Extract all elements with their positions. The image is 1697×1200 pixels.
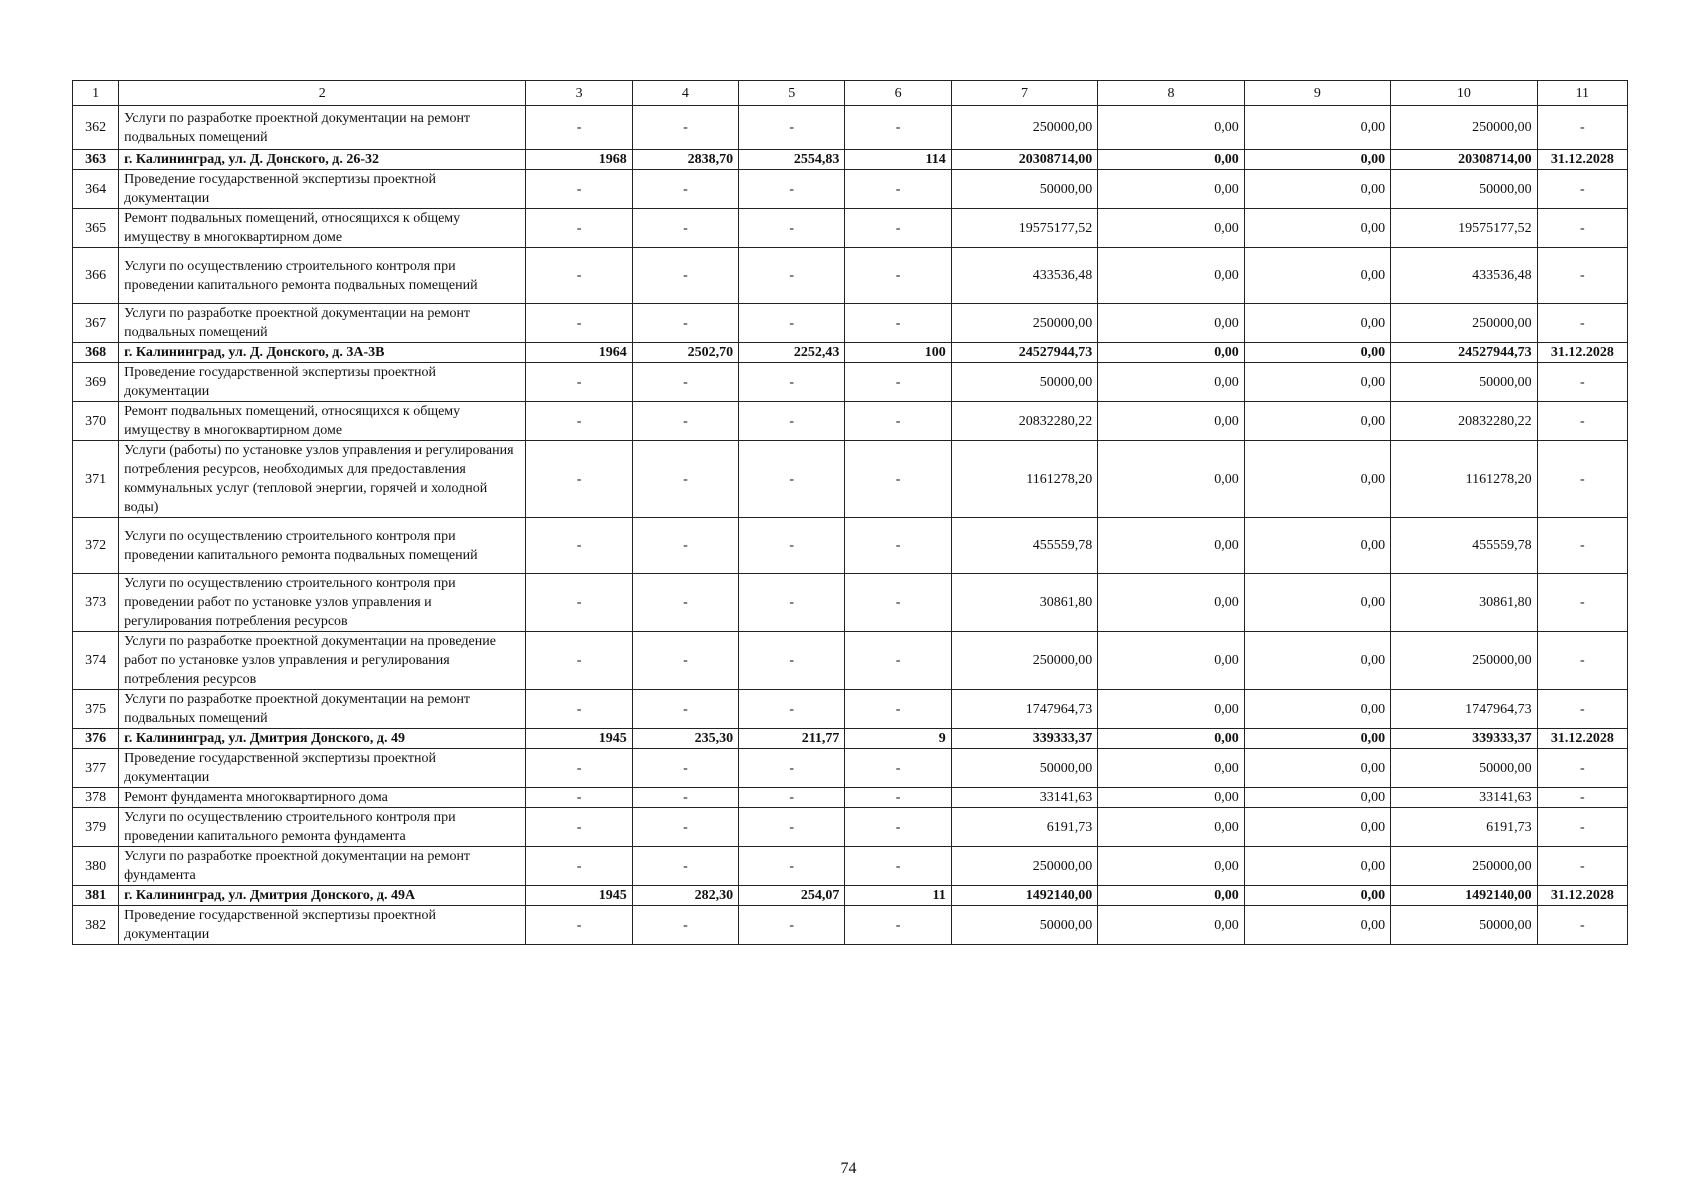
- year-built-cell: 1945: [526, 729, 632, 749]
- completion-date-cell: -: [1537, 632, 1627, 690]
- residential-area-cell: -: [739, 518, 845, 574]
- total-cost-cell: 6191,73: [951, 808, 1097, 847]
- address-row: [73, 150, 1628, 170]
- work-description-cell: Услуги по разработке проектной документации на ремонт подвальных помещений: [119, 106, 526, 150]
- row-number-cell: 372: [73, 518, 119, 574]
- total-cost-cell: 250000,00: [951, 304, 1097, 343]
- residential-area-cell: -: [739, 788, 845, 808]
- total-cost-cell: 455559,78: [951, 518, 1097, 574]
- completion-date-cell: -: [1537, 402, 1627, 441]
- fund-source-1-cell: 0,00: [1098, 729, 1244, 749]
- fund-source-2-cell: 0,00: [1244, 574, 1390, 632]
- table-row: [73, 788, 1628, 808]
- fund-source-3-cell: 250000,00: [1391, 847, 1537, 886]
- total-area-cell: -: [632, 170, 738, 209]
- residential-area-cell: -: [739, 304, 845, 343]
- column-number: 4: [632, 81, 738, 106]
- residential-area-cell: -: [739, 170, 845, 209]
- fund-source-2-cell: 0,00: [1244, 304, 1390, 343]
- completion-date-cell: 31.12.2028: [1537, 729, 1627, 749]
- total-cost-cell: 250000,00: [951, 847, 1097, 886]
- total-cost-cell: 50000,00: [951, 749, 1097, 788]
- fund-source-3-cell: 250000,00: [1391, 106, 1537, 150]
- total-area-cell: 235,30: [632, 729, 738, 749]
- address-row: [73, 729, 1628, 749]
- fund-source-3-cell: 1747964,73: [1391, 690, 1537, 729]
- residential-area-cell: 211,77: [739, 729, 845, 749]
- residents-count-cell: -: [845, 248, 951, 304]
- work-description-cell: г. Калининград, ул. Дмитрия Донского, д. 49: [119, 729, 526, 749]
- work-description-cell: Услуги по разработке проектной документации на проведение работ по установке узлов управления и регулирования потребления ресурсов: [119, 632, 526, 690]
- table-row: [73, 170, 1628, 209]
- row-number-cell: 366: [73, 248, 119, 304]
- residents-count-cell: -: [845, 847, 951, 886]
- work-description-cell: Ремонт подвальных помещений, относящихся к общему имуществу в многоквартирном доме: [119, 209, 526, 248]
- total-area-cell: -: [632, 248, 738, 304]
- total-cost-cell: 20308714,00: [951, 150, 1097, 170]
- column-number: 5: [739, 81, 845, 106]
- residents-count-cell: -: [845, 518, 951, 574]
- total-cost-cell: 50000,00: [951, 170, 1097, 209]
- column-number: 11: [1537, 81, 1627, 106]
- total-cost-cell: 24527944,73: [951, 343, 1097, 363]
- residents-count-cell: -: [845, 788, 951, 808]
- residential-area-cell: -: [739, 441, 845, 518]
- fund-source-3-cell: 1492140,00: [1391, 886, 1537, 906]
- column-number: 1: [73, 81, 119, 106]
- completion-date-cell: -: [1537, 847, 1627, 886]
- residents-count-cell: -: [845, 106, 951, 150]
- fund-source-3-cell: 250000,00: [1391, 304, 1537, 343]
- row-number-cell: 369: [73, 363, 119, 402]
- completion-date-cell: -: [1537, 209, 1627, 248]
- year-built-cell: -: [526, 690, 632, 729]
- table-row: [73, 209, 1628, 248]
- residential-area-cell: -: [739, 808, 845, 847]
- row-number-cell: 367: [73, 304, 119, 343]
- row-number-cell: 370: [73, 402, 119, 441]
- row-number-cell: 380: [73, 847, 119, 886]
- year-built-cell: 1964: [526, 343, 632, 363]
- total-cost-cell: 250000,00: [951, 632, 1097, 690]
- table-row: [73, 304, 1628, 343]
- fund-source-2-cell: 0,00: [1244, 402, 1390, 441]
- total-cost-cell: 1161278,20: [951, 441, 1097, 518]
- residents-count-cell: -: [845, 808, 951, 847]
- year-built-cell: -: [526, 518, 632, 574]
- fund-source-3-cell: 50000,00: [1391, 170, 1537, 209]
- completion-date-cell: -: [1537, 749, 1627, 788]
- fund-source-1-cell: 0,00: [1098, 150, 1244, 170]
- fund-source-1-cell: 0,00: [1098, 690, 1244, 729]
- total-area-cell: -: [632, 690, 738, 729]
- table-row: [73, 574, 1628, 632]
- fund-source-2-cell: 0,00: [1244, 518, 1390, 574]
- fund-source-1-cell: 0,00: [1098, 304, 1244, 343]
- year-built-cell: -: [526, 906, 632, 945]
- column-number: 6: [845, 81, 951, 106]
- total-cost-cell: 50000,00: [951, 363, 1097, 402]
- fund-source-2-cell: 0,00: [1244, 749, 1390, 788]
- work-description-cell: г. Калининград, ул. Д. Донского, д. 3А-3В: [119, 343, 526, 363]
- fund-source-2-cell: 0,00: [1244, 343, 1390, 363]
- table-row: [73, 248, 1628, 304]
- fund-source-2-cell: 0,00: [1244, 363, 1390, 402]
- work-description-cell: Ремонт фундамента многоквартирного дома: [119, 788, 526, 808]
- fund-source-3-cell: 433536,48: [1391, 248, 1537, 304]
- row-number-cell: 371: [73, 441, 119, 518]
- row-number-cell: 375: [73, 690, 119, 729]
- completion-date-cell: -: [1537, 808, 1627, 847]
- fund-source-1-cell: 0,00: [1098, 886, 1244, 906]
- year-built-cell: 1945: [526, 886, 632, 906]
- work-description-cell: Услуги по разработке проектной документации на ремонт подвальных помещений: [119, 304, 526, 343]
- row-number-cell: 365: [73, 209, 119, 248]
- fund-source-1-cell: 0,00: [1098, 574, 1244, 632]
- completion-date-cell: -: [1537, 574, 1627, 632]
- fund-source-2-cell: 0,00: [1244, 632, 1390, 690]
- row-number-cell: 364: [73, 170, 119, 209]
- row-number-cell: 376: [73, 729, 119, 749]
- residential-area-cell: -: [739, 574, 845, 632]
- total-area-cell: -: [632, 788, 738, 808]
- work-description-cell: г. Калининград, ул. Д. Донского, д. 26-32: [119, 150, 526, 170]
- column-number: 3: [526, 81, 632, 106]
- residential-area-cell: 2252,43: [739, 343, 845, 363]
- fund-source-3-cell: 30861,80: [1391, 574, 1537, 632]
- fund-source-1-cell: 0,00: [1098, 209, 1244, 248]
- residents-count-cell: -: [845, 209, 951, 248]
- total-cost-cell: 1492140,00: [951, 886, 1097, 906]
- year-built-cell: -: [526, 248, 632, 304]
- fund-source-1-cell: 0,00: [1098, 170, 1244, 209]
- year-built-cell: -: [526, 170, 632, 209]
- total-area-cell: 2502,70: [632, 343, 738, 363]
- work-description-cell: Проведение государственной экспертизы проектной документации: [119, 749, 526, 788]
- fund-source-3-cell: 1161278,20: [1391, 441, 1537, 518]
- year-built-cell: -: [526, 441, 632, 518]
- fund-source-3-cell: 20832280,22: [1391, 402, 1537, 441]
- fund-source-2-cell: 0,00: [1244, 248, 1390, 304]
- fund-source-1-cell: 0,00: [1098, 749, 1244, 788]
- total-cost-cell: 250000,00: [951, 106, 1097, 150]
- total-area-cell: -: [632, 518, 738, 574]
- fund-source-3-cell: 19575177,52: [1391, 209, 1537, 248]
- fund-source-1-cell: 0,00: [1098, 518, 1244, 574]
- fund-source-3-cell: 455559,78: [1391, 518, 1537, 574]
- fund-source-3-cell: 24527944,73: [1391, 343, 1537, 363]
- residents-count-cell: -: [845, 632, 951, 690]
- residents-count-cell: -: [845, 574, 951, 632]
- residential-area-cell: -: [739, 106, 845, 150]
- residents-count-cell: -: [845, 170, 951, 209]
- table-row: [73, 847, 1628, 886]
- data-table: [72, 80, 1628, 945]
- total-cost-cell: 433536,48: [951, 248, 1097, 304]
- total-area-cell: -: [632, 847, 738, 886]
- total-area-cell: -: [632, 363, 738, 402]
- year-built-cell: -: [526, 574, 632, 632]
- work-description-cell: Услуги по осуществлению строительного контроля при проведении капитального ремонта подвальных помещений: [119, 518, 526, 574]
- residential-area-cell: -: [739, 209, 845, 248]
- residential-area-cell: -: [739, 690, 845, 729]
- total-cost-cell: 20832280,22: [951, 402, 1097, 441]
- residential-area-cell: -: [739, 847, 845, 886]
- year-built-cell: 1968: [526, 150, 632, 170]
- fund-source-1-cell: 0,00: [1098, 788, 1244, 808]
- column-number: 9: [1244, 81, 1390, 106]
- address-row: [73, 343, 1628, 363]
- table-row: [73, 441, 1628, 518]
- total-area-cell: -: [632, 574, 738, 632]
- work-description-cell: Услуги по разработке проектной документации на ремонт подвальных помещений: [119, 690, 526, 729]
- residential-area-cell: 2554,83: [739, 150, 845, 170]
- total-area-cell: -: [632, 441, 738, 518]
- completion-date-cell: -: [1537, 106, 1627, 150]
- year-built-cell: -: [526, 363, 632, 402]
- total-area-cell: -: [632, 749, 738, 788]
- table-row: [73, 106, 1628, 150]
- column-number: 10: [1391, 81, 1537, 106]
- completion-date-cell: -: [1537, 906, 1627, 945]
- table-row: [73, 363, 1628, 402]
- total-cost-cell: 339333,37: [951, 729, 1097, 749]
- total-cost-cell: 30861,80: [951, 574, 1097, 632]
- fund-source-3-cell: 6191,73: [1391, 808, 1537, 847]
- fund-source-2-cell: 0,00: [1244, 209, 1390, 248]
- residents-count-cell: 100: [845, 343, 951, 363]
- completion-date-cell: -: [1537, 441, 1627, 518]
- year-built-cell: -: [526, 749, 632, 788]
- column-number-row: [73, 81, 1628, 106]
- work-description-cell: Услуги по разработке проектной документации на ремонт фундамента: [119, 847, 526, 886]
- work-description-cell: Проведение государственной экспертизы проектной документации: [119, 363, 526, 402]
- table-row: [73, 402, 1628, 441]
- work-description-cell: Услуги по осуществлению строительного контроля при проведении работ по установке узлов управления и регулирования потребления ресурсов: [119, 574, 526, 632]
- year-built-cell: -: [526, 788, 632, 808]
- table-row: [73, 518, 1628, 574]
- fund-source-2-cell: 0,00: [1244, 106, 1390, 150]
- fund-source-3-cell: 33141,63: [1391, 788, 1537, 808]
- residents-count-cell: -: [845, 749, 951, 788]
- residential-area-cell: -: [739, 248, 845, 304]
- fund-source-2-cell: 0,00: [1244, 690, 1390, 729]
- residential-area-cell: -: [739, 632, 845, 690]
- fund-source-3-cell: 50000,00: [1391, 749, 1537, 788]
- completion-date-cell: 31.12.2028: [1537, 886, 1627, 906]
- fund-source-1-cell: 0,00: [1098, 906, 1244, 945]
- completion-date-cell: -: [1537, 518, 1627, 574]
- fund-source-3-cell: 250000,00: [1391, 632, 1537, 690]
- row-number-cell: 378: [73, 788, 119, 808]
- residents-count-cell: 114: [845, 150, 951, 170]
- address-row: [73, 886, 1628, 906]
- total-cost-cell: 1747964,73: [951, 690, 1097, 729]
- total-area-cell: -: [632, 632, 738, 690]
- work-description-cell: Проведение государственной экспертизы проектной документации: [119, 170, 526, 209]
- page-number: 74: [840, 1160, 857, 1177]
- fund-source-3-cell: 50000,00: [1391, 906, 1537, 945]
- fund-source-2-cell: 0,00: [1244, 886, 1390, 906]
- completion-date-cell: -: [1537, 690, 1627, 729]
- residents-count-cell: -: [845, 906, 951, 945]
- residents-count-cell: -: [845, 690, 951, 729]
- total-area-cell: -: [632, 106, 738, 150]
- table-row: [73, 749, 1628, 788]
- total-area-cell: -: [632, 304, 738, 343]
- year-built-cell: -: [526, 632, 632, 690]
- total-area-cell: 2838,70: [632, 150, 738, 170]
- work-description-cell: Ремонт подвальных помещений, относящихся к общему имуществу в многоквартирном доме: [119, 402, 526, 441]
- residential-area-cell: -: [739, 402, 845, 441]
- row-number-cell: 381: [73, 886, 119, 906]
- work-description-cell: Услуги (работы) по установке узлов управления и регулирования потребления ресурсов, необходимых для предоставления коммунальных услуг (тепловой энергии, горячей и холодной воды): [119, 441, 526, 518]
- column-number: 2: [119, 81, 526, 106]
- row-number-cell: 377: [73, 749, 119, 788]
- fund-source-2-cell: 0,00: [1244, 788, 1390, 808]
- work-description-cell: Услуги по осуществлению строительного контроля при проведении капитального ремонта фундамента: [119, 808, 526, 847]
- fund-source-1-cell: 0,00: [1098, 632, 1244, 690]
- row-number-cell: 362: [73, 106, 119, 150]
- fund-source-1-cell: 0,00: [1098, 847, 1244, 886]
- completion-date-cell: -: [1537, 170, 1627, 209]
- residents-count-cell: -: [845, 441, 951, 518]
- completion-date-cell: 31.12.2028: [1537, 343, 1627, 363]
- row-number-cell: 382: [73, 906, 119, 945]
- row-number-cell: 373: [73, 574, 119, 632]
- completion-date-cell: 31.12.2028: [1537, 150, 1627, 170]
- year-built-cell: -: [526, 106, 632, 150]
- table-row: [73, 632, 1628, 690]
- residents-count-cell: 9: [845, 729, 951, 749]
- year-built-cell: -: [526, 847, 632, 886]
- total-area-cell: -: [632, 808, 738, 847]
- fund-source-2-cell: 0,00: [1244, 847, 1390, 886]
- row-number-cell: 374: [73, 632, 119, 690]
- total-cost-cell: 19575177,52: [951, 209, 1097, 248]
- completion-date-cell: -: [1537, 304, 1627, 343]
- total-area-cell: -: [632, 402, 738, 441]
- total-area-cell: -: [632, 209, 738, 248]
- row-number-cell: 363: [73, 150, 119, 170]
- row-number-cell: 368: [73, 343, 119, 363]
- fund-source-1-cell: 0,00: [1098, 441, 1244, 518]
- fund-source-3-cell: 20308714,00: [1391, 150, 1537, 170]
- fund-source-2-cell: 0,00: [1244, 729, 1390, 749]
- fund-source-2-cell: 0,00: [1244, 906, 1390, 945]
- fund-source-3-cell: 50000,00: [1391, 363, 1537, 402]
- table-row: [73, 690, 1628, 729]
- fund-source-1-cell: 0,00: [1098, 808, 1244, 847]
- year-built-cell: -: [526, 304, 632, 343]
- fund-source-2-cell: 0,00: [1244, 808, 1390, 847]
- fund-source-1-cell: 0,00: [1098, 106, 1244, 150]
- residential-area-cell: -: [739, 906, 845, 945]
- fund-source-2-cell: 0,00: [1244, 150, 1390, 170]
- residents-count-cell: -: [845, 402, 951, 441]
- year-built-cell: -: [526, 402, 632, 441]
- work-description-cell: Проведение государственной экспертизы проектной документации: [119, 906, 526, 945]
- residential-area-cell: -: [739, 363, 845, 402]
- residents-count-cell: -: [845, 363, 951, 402]
- completion-date-cell: -: [1537, 248, 1627, 304]
- total-area-cell: -: [632, 906, 738, 945]
- fund-source-1-cell: 0,00: [1098, 363, 1244, 402]
- year-built-cell: -: [526, 808, 632, 847]
- fund-source-3-cell: 339333,37: [1391, 729, 1537, 749]
- table-row: [73, 906, 1628, 945]
- residents-count-cell: -: [845, 304, 951, 343]
- work-description-cell: г. Калининград, ул. Дмитрия Донского, д. 49А: [119, 886, 526, 906]
- year-built-cell: -: [526, 209, 632, 248]
- column-number: 8: [1098, 81, 1244, 106]
- fund-source-2-cell: 0,00: [1244, 170, 1390, 209]
- fund-source-2-cell: 0,00: [1244, 441, 1390, 518]
- residential-area-cell: -: [739, 749, 845, 788]
- completion-date-cell: -: [1537, 363, 1627, 402]
- fund-source-1-cell: 0,00: [1098, 402, 1244, 441]
- total-area-cell: 282,30: [632, 886, 738, 906]
- total-cost-cell: 50000,00: [951, 906, 1097, 945]
- residents-count-cell: 11: [845, 886, 951, 906]
- column-number: 7: [951, 81, 1097, 106]
- total-cost-cell: 33141,63: [951, 788, 1097, 808]
- fund-source-1-cell: 0,00: [1098, 343, 1244, 363]
- table-row: [73, 808, 1628, 847]
- residential-area-cell: 254,07: [739, 886, 845, 906]
- row-number-cell: 379: [73, 808, 119, 847]
- work-description-cell: Услуги по осуществлению строительного контроля при проведении капитального ремонта подвальных помещений: [119, 248, 526, 304]
- fund-source-1-cell: 0,00: [1098, 248, 1244, 304]
- completion-date-cell: -: [1537, 788, 1627, 808]
